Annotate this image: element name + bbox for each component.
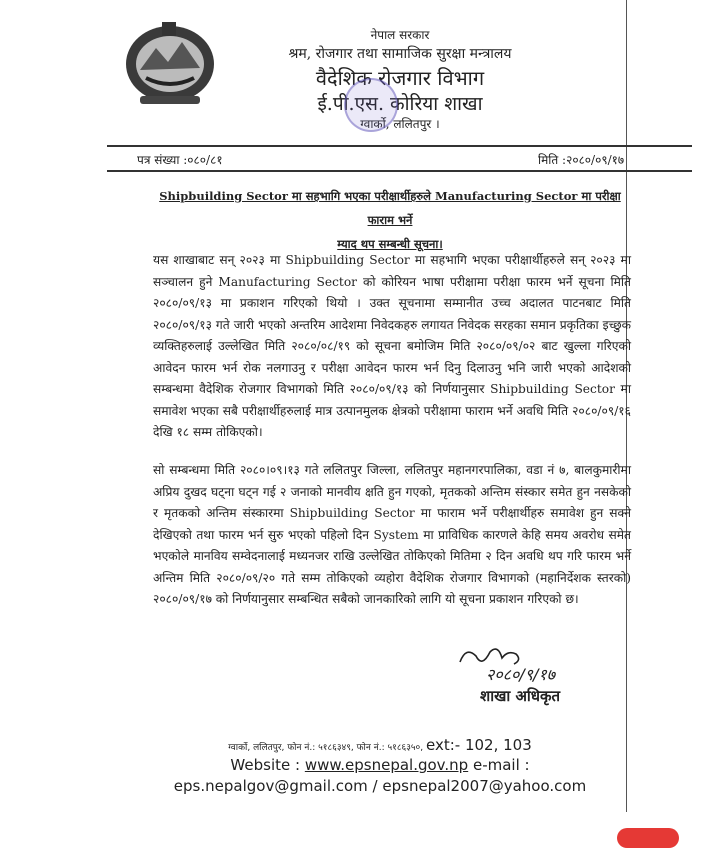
letterhead-department: वैदेशिक रोजगार विभाग <box>315 66 485 90</box>
notice-title-line1: Shipbuilding Sector मा सहभागि भएका परीक्षार्थीहरुले Manufacturing Sector मा परीक्षा फाराम भर्ने <box>159 189 621 227</box>
letterhead-address: ग्वार्को, ललितपुर । <box>360 117 440 131</box>
header-rule-bottom <box>107 170 692 172</box>
body-paragraph-1: यस शाखाबाट सन् २०२३ मा Shipbuilding Sector मा सहभागि भएका परीक्षार्थीहरुले सन् २०२३ मा सञ्चालन हुने Manufacturing Sector को कोरियन भाषा परीक्षामा परीक्षा फारम भर्ने सूचना मिति २०८०/०९/१३ मा प्रकाशन गरिएको थियो । उक्त सूचनामा सम्मानीत उच्च अदालत पाटनबाट मिति २०८०/०९/१३ गते जारी भएको अन्तरिम आदेशमा निवेदकहरु लगायत निवेदक सरहका समान प्रकृतिका इच्छुक व्यक्तिहरुलाई उल्लेखित मिति २०८०/०८/१९ को सूचना बमोजिम मिति २०८०/०९/०२ बाट खुल्ला गरिएको आवेदन फारम भर्न रोक नलगाउनु र परीक्षा आवेदन फारम भर्न दिनु दिलाउनु भनि जारी भएको आदेशको सम्बन्धमा वैदेशिक रोजगार विभागको मिति २०८०/०९/१३ को निर्णयानुसार Shipbuilding Sector मा समावेश भएका सबै परीक्षार्थीहरुलाई मात्र उत्पानमुलक क्षेत्रको परीक्षामा फाराम भर्ने अवधि मिति २०८०/०९/१६ देखि १८ सम्म तोकिएको। <box>153 253 631 439</box>
body-paragraph-2: सो सम्बन्धमा मिति २०८०।०९।१३ गते ललितपुर जिल्ला, ललितपुर महानगरपालिका, वडा नं ७, बालकुमारीमा अप्रिय दुखद घट्ना घट्न गई २ जनाको मानवीय क्षति हुन गएको, मृतकको अन्तिम संस्कार समेत हुन नसकेको र मृतकको अन्तिम संस्कारमा Shipbuilding Sector मा फाराम भर्ने परीक्षार्थीहरु समावेश हुन सक्ने देखिएको तथा फारम भर्न सुरु भएको पहिलो दिन System मा प्राविधिक कारणले केहि समय अवरोध समेत भएकोले मानविय सम्वेदनालाई मध्यनजर राखि उल्लेखित तोकिएको मितिमा २ दिन अवधि थप गरि फारम भर्ने अन्तिम मिति २०८०/०९/२० गते सम्म तोकिएको व्यहोरा वैदेशिक रोजगार विभागको (महानिर्देशक स्तरको) २०८०/०९/१७ को निर्णयानुसार सम्बन्धित सबैको जानकारिको लागि यो सूचना प्रकाशन गरिएको छ। <box>153 463 631 606</box>
notice-title <box>150 184 630 256</box>
footer-extension: ext:- 102, 103 <box>425 736 532 754</box>
email-label: e-mail : <box>472 756 530 774</box>
letter-date: मिति :२०८०/०९/१७ <box>538 153 625 167</box>
footer-web <box>100 756 660 774</box>
letter-number: पत्र संख्या :०८०/८१ <box>137 153 223 167</box>
letterhead-government: नेपाल सरकार <box>370 28 430 42</box>
website-label: Website : <box>230 756 301 774</box>
notice-title-line2: म्याद थप सम्बन्धी सूचना। <box>337 237 443 251</box>
handwritten-signature <box>452 640 592 684</box>
floating-action-button[interactable] <box>617 828 679 848</box>
header-rule-top <box>107 145 692 147</box>
letterhead-section: ई.पी.एस. कोरिया शाखा <box>317 93 483 115</box>
signer-designation: शाखा अधिकृत <box>480 687 561 705</box>
footer-contact <box>100 736 660 754</box>
website-link[interactable]: www.epsnepal.gov.np <box>304 756 469 774</box>
letterhead-ministry: श्रम, रोजगार तथा सामाजिक सुरक्षा मन्त्रालय <box>288 46 512 62</box>
office-stamp <box>344 78 398 132</box>
footer-address-phone: ग्वार्को, ललितपुर, फोन नं.: ५१८६३४९, फोन नं.: ५१८६३५०, <box>228 743 424 753</box>
signature-date: २०८०/९/१७ <box>486 665 556 684</box>
footer-emails: eps.nepalgov@gmail.com / epsnepal2007@yahoo.com <box>173 777 587 795</box>
